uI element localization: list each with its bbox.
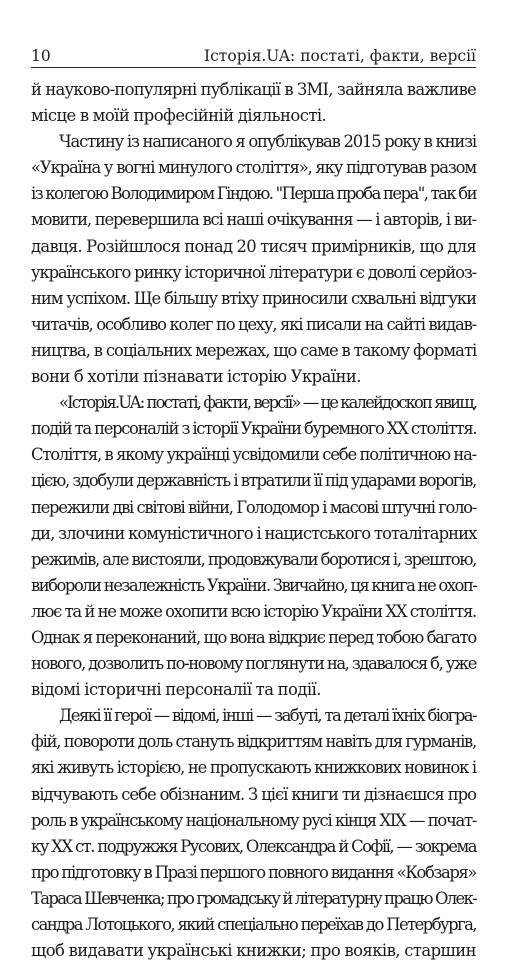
text-line: відчувають себе обізнаним. З цієї книги ти дізнаєшся про	[31, 784, 476, 804]
text-line: відомі історичні персоналії та події.	[31, 680, 321, 700]
running-header	[31, 40, 476, 64]
text-line: фій, повороти доль стануть відкриттям навіть для гурманів,	[31, 732, 476, 752]
text-line: нового, дозволить по-новому поглянути на, здавалося б, уже	[31, 654, 476, 674]
text-line: сандра Лотоцького, який спеціально переїхав до Петербурга,	[31, 915, 476, 934]
text-line: ку XX ст. подружжя Русових, Олександра й Софії, — зокрема	[31, 836, 476, 856]
text-line: Століття, в якому українці усвідомили себе політичною на-	[31, 445, 476, 465]
text-line: подій та персоналій з історії України буремного XX століття.	[31, 419, 477, 439]
text-line: ним успіхом. Ще більшу втіху приносили схвальні відгуки	[31, 288, 476, 308]
text-line: місце в моїй професійній діяльності.	[31, 106, 327, 126]
header-rule	[31, 67, 476, 68]
text-line: цією, здобули державність і втратили її під ударами ворогів,	[31, 471, 476, 491]
text-line: мовити, перевершила всі наші очікування — і авторів, і ви-	[31, 210, 476, 230]
text-line: режимів, але вистояли, продовжували боротися і, зрештою,	[31, 549, 476, 569]
text-line: читачів, особливо колег по цеху, які писали на сайті видав-	[31, 314, 476, 334]
page-number: 10	[31, 46, 51, 65]
text-line: про підготовку в Празі першого повного видання «Кобзаря»	[31, 862, 476, 882]
text-line: щоб видавати українські книжки; про вояків, старшин	[31, 941, 476, 961]
text-line: «Історія.UA: постаті, факти, версії» — це калейдоскоп явищ,	[59, 393, 476, 413]
text-line: й науково-популярні публікації в ЗМІ, зайняла важливе	[31, 80, 476, 99]
text-line: Однак я переконаний, що вона відкриє перед тобою багато	[31, 627, 476, 647]
text-line: роль в українському національному русі кінця XIX — почат-	[31, 810, 476, 830]
text-line: Деякі її герої — відомі, інші — забуті, та деталі їхніх біогра-	[59, 706, 476, 726]
running-title: Історія.UA: постаті, факти, версії	[203, 46, 476, 65]
text-line: українського ринку історичної літератури є доволі серйоз-	[31, 262, 476, 282]
body-text	[31, 77, 476, 964]
text-line: вибороли незалежність України. Звичайно, ця книга не охоп-	[31, 575, 477, 595]
text-line: вони б хотіли пізнавати історію України.	[31, 367, 361, 387]
text-line: давця. Розійшлося понад 20 тисяч примірників, що для	[31, 236, 476, 256]
text-line: із колегою Володимиром Гіндою. "Перша проба пера", так би	[31, 184, 476, 204]
text-line: пережили дві світові війни, Голодомор і масові штучні голо-	[31, 497, 476, 517]
text-line: «Україна у вогні минулого століття», яку підготував разом	[31, 158, 476, 178]
text-line: ництва, в соціальних мережах, що саме в такому форматі	[31, 340, 477, 360]
text-line: лює та й не може охопити всю історію України XX століття.	[31, 601, 476, 621]
text-line: Тараса Шевченка; про громадську й літературну працю Олек-	[31, 888, 477, 908]
text-line: ди, злочини комуністичного і нацистського тоталітарних	[31, 523, 477, 543]
text-line: які живуть історією, не пропускають книжкових новинок і	[31, 758, 476, 778]
text-line: Частину із написаного я опублікував 2015 року в книзі	[59, 132, 476, 152]
